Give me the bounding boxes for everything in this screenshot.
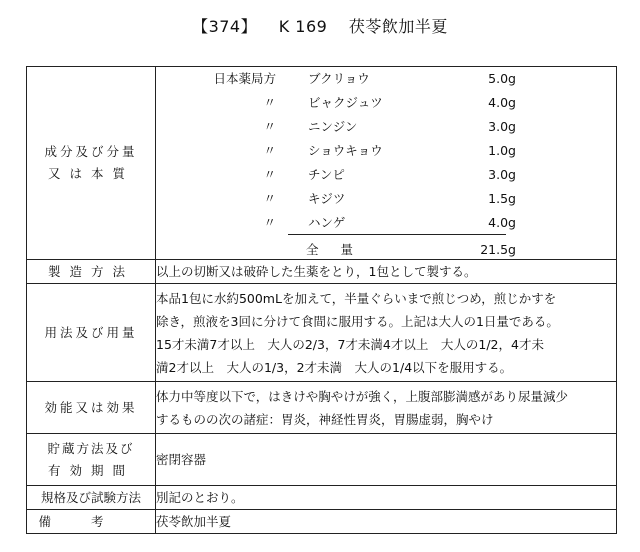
ingredient-name: チンピ bbox=[308, 167, 345, 182]
ingredients-label-line1: 成分及び分量 bbox=[44, 144, 138, 159]
ingredient-row bbox=[156, 91, 596, 115]
ingredients-cell bbox=[156, 67, 617, 260]
storage-label-line1: 貯蔵方法及び bbox=[47, 440, 135, 456]
ingredient-name: ショウキョウ bbox=[308, 143, 383, 158]
ingredients-label-line2: 又は本質 bbox=[47, 166, 134, 181]
monograph-number: 【374】 bbox=[192, 17, 258, 36]
document-title bbox=[0, 14, 640, 37]
total-amount: 21.5g bbox=[480, 242, 516, 257]
ingredients-list bbox=[156, 67, 616, 259]
usage-row bbox=[27, 284, 617, 382]
total-rule bbox=[288, 234, 506, 235]
usage-line-1: 本品1包に水約500mLを加えて，半量ぐらいまで煎じつめ，煎じかすを bbox=[156, 290, 557, 306]
manufacturing-row bbox=[27, 260, 617, 284]
usage-text bbox=[156, 284, 617, 382]
ingredient-amount: 5.0g bbox=[488, 71, 516, 86]
ingredient-source: 日本薬局方 bbox=[213, 71, 276, 86]
ingredient-name: ハンゲ bbox=[308, 215, 346, 230]
ingredient-source: 〃 bbox=[263, 191, 276, 206]
formula-name: 茯苓飲加半夏 bbox=[348, 17, 448, 36]
manufacturing-text: 以上の切断又は破砕した生薬をとり，1包として製する。 bbox=[156, 260, 617, 284]
storage-text: 密閉容器 bbox=[156, 434, 617, 486]
ingredient-name: ニンジン bbox=[308, 119, 358, 134]
ingredient-row bbox=[156, 67, 596, 91]
usage-line-3: 15才未満7才以上 大人の2/3，7才未満4才以上 大人の1/2，4才未 bbox=[156, 336, 544, 352]
storage-label bbox=[27, 434, 156, 486]
usage-label: 用法及び用量 bbox=[27, 284, 156, 382]
ingredient-name: キジツ bbox=[308, 191, 346, 206]
ingredient-source: 〃 bbox=[263, 167, 276, 182]
efficacy-line-1: 体力中等度以下で，はきけや胸やけが強く，上腹部膨満感があり尿量減少 bbox=[156, 388, 569, 404]
ingredient-amount: 4.0g bbox=[488, 215, 516, 230]
monograph-table bbox=[26, 66, 617, 534]
ingredient-name: ビャクジュツ bbox=[308, 95, 383, 110]
total-label: 全量 bbox=[306, 242, 376, 257]
ingredients-row bbox=[27, 67, 617, 260]
ingredients-label bbox=[27, 67, 156, 260]
ingredient-row bbox=[156, 139, 596, 163]
ingredient-amount: 3.0g bbox=[488, 119, 516, 134]
ingredient-source: 〃 bbox=[263, 143, 276, 158]
ingredient-amount: 3.0g bbox=[488, 167, 516, 182]
remarks-row bbox=[27, 510, 617, 534]
storage-label-line2: 有効期間 bbox=[47, 462, 134, 478]
usage-line-2: 除き，煎液を3回に分けて食間に服用する。上記は大人の1日量である。 bbox=[156, 313, 559, 329]
efficacy-line-2: するものの次の諸症：胃炎，神経性胃炎，胃腸虚弱，胸やけ bbox=[156, 411, 494, 427]
ingredient-total-row bbox=[156, 238, 596, 262]
manufacturing-label: 製造方法 bbox=[27, 260, 156, 284]
standards-text: 別記のとおり。 bbox=[156, 486, 617, 510]
standards-row bbox=[27, 486, 617, 510]
ingredient-amount: 4.0g bbox=[488, 95, 516, 110]
ingredient-source: 〃 bbox=[263, 215, 276, 230]
ingredient-row bbox=[156, 211, 596, 235]
remarks-label: 備考 bbox=[27, 510, 156, 534]
ingredient-source: 〃 bbox=[263, 95, 276, 110]
usage-line-4: 満2才以上 大人の1/3，2才未満 大人の1/4以下を服用する。 bbox=[156, 359, 513, 375]
storage-row bbox=[27, 434, 617, 486]
remarks-text: 茯苓飲加半夏 bbox=[156, 510, 617, 534]
efficacy-row bbox=[27, 382, 617, 434]
ingredient-row bbox=[156, 187, 596, 211]
ingredient-source: 〃 bbox=[263, 119, 276, 134]
efficacy-text bbox=[156, 382, 617, 434]
monograph-code: K 169 bbox=[278, 17, 328, 36]
ingredient-row bbox=[156, 163, 596, 187]
ingredient-row bbox=[156, 115, 596, 139]
ingredient-name: ブクリョウ bbox=[308, 71, 370, 86]
ingredient-amount: 1.5g bbox=[488, 191, 516, 206]
standards-label: 規格及び試験方法 bbox=[27, 486, 156, 510]
efficacy-label: 効能又は効果 bbox=[27, 382, 156, 434]
ingredient-amount: 1.0g bbox=[488, 143, 516, 158]
